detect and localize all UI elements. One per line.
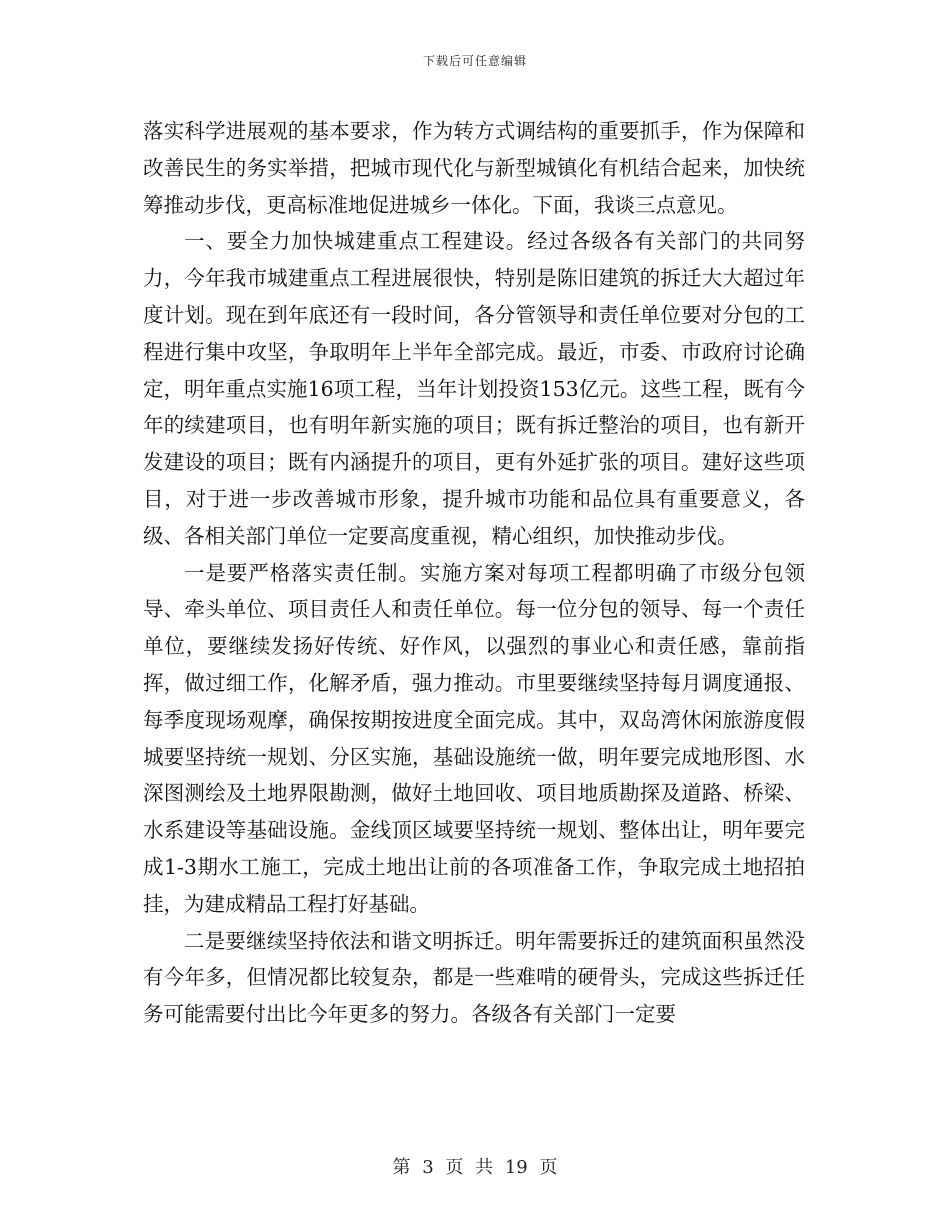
paragraph-1: 落实科学进展观的基本要求，作为转方式调结构的重要抓手，作为保障和改善民生的务实举措，把城市现代化与新型城镇化有机结合起来，加快统筹推动步伐，更高标准地促进城乡一体化。下面，我谈三点意见。 <box>143 119 805 217</box>
document-body <box>143 113 805 1033</box>
paragraph-4: 二是要继续坚持依法和谐文明拆迁。明年需要拆迁的建筑面积虽然没有今年多，但情况都比较复杂，都是一些难啃的硬骨头，完成这些拆迁任务可能需要付出比今年更多的努力。各级各有关部门一定要 <box>143 928 805 1027</box>
page-header-note: 下载后可任意编辑 <box>422 54 527 68</box>
paragraph-3: 一是要严格落实责任制。实施方案对每项工程都明确了市级分包领导、牵头单位、项目责任人和责任单位。每一位分包的领导、每一个责任单位，要继续发扬好传统、好作风，以强烈的事业心和责任感，靠前指挥，做过细工作，化解矛盾，强力推动。市里要继续坚持每月调度通报、每季度现场观摩，确保按期按进度全面完成。其中，双岛湾休闲旅游度假城要坚持统一规划、分区实施，基础设施统一做，明年要完成地形图、水深图测绘及土地界限勘测，做好土地回收、项目地质勘探及道路、桥梁、水系建设等基础设施。金线顶区域要坚持统一规划、整体出让，明年要完成1-3期水工施工，完成土地出让前的各项准备工作，争取完成土地招拍挂，为建成精品工程打好基础。 <box>143 560 805 916</box>
page-number: 第 3 页 共 19 页 <box>392 1157 558 1178</box>
paragraph-2: 一、要全力加快城建重点工程建设。经过各级各有关部门的共同努力，今年我市城建重点工程进展很快，特别是陈旧建筑的拆迁大大超过年度计划。现在到年底还有一段时间，各分管领导和责任单位要对分包的工程进行集中攻坚，争取明年上半年全部完成。最近，市委、市政府讨论确定，明年重点实施16项工程，当年计划投资153亿元。这些工程，既有今年的续建项目，也有明年新实施的项目；既有拆迁整治的项目，也有新开发建设的项目；既有内涵提升的项目，更有外延扩张的项目。建好这些项目，对于进一步改善城市形象，提升城市功能和品位具有重要意义，各级、各相关部门单位一定要高度重视，精心组织，加快推动步伐。 <box>143 229 805 548</box>
